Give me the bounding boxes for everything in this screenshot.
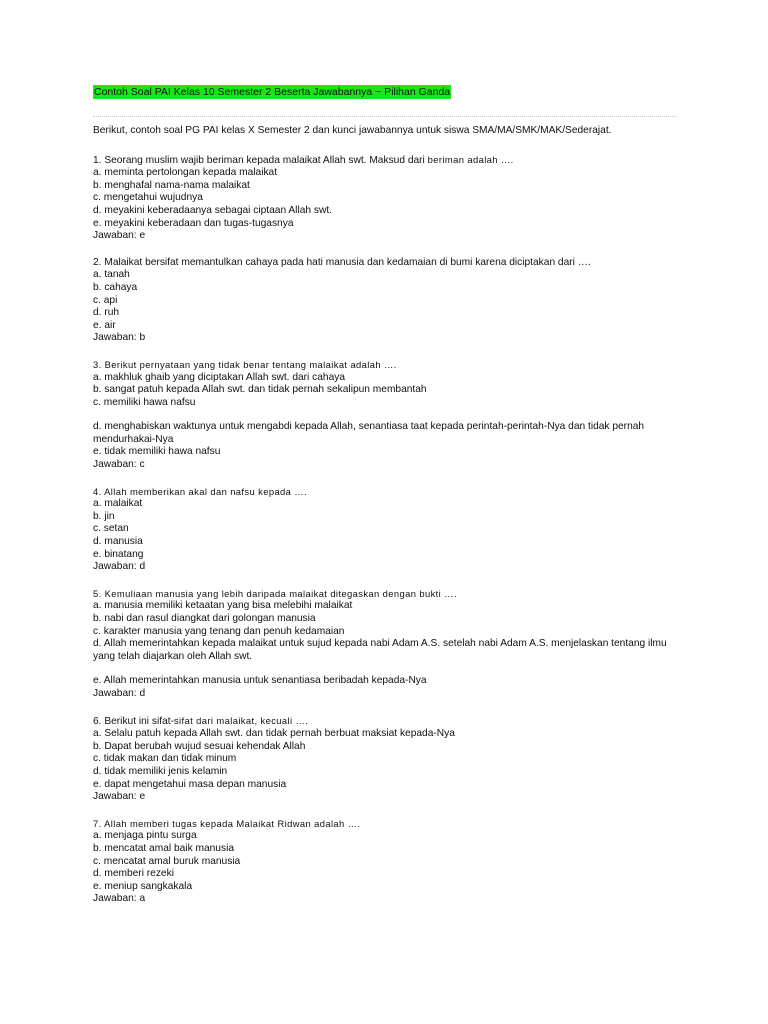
option-e: e. meyakini keberadaan dan tugas-tugasnya (93, 217, 294, 229)
option-e: e. dapat mengetahui masa depan manusia (93, 778, 287, 790)
spacer (93, 409, 683, 421)
option-a: a. menjaga pintu surga (93, 830, 197, 842)
question-2 (93, 257, 683, 345)
question-1-stem: 1. Seorang muslim wajib beriman kepada malaikat Allah swt. Maksud dari beriman adalah …. (93, 153, 514, 166)
question-3 (93, 359, 683, 472)
option-a: a. manusia memiliki ketaatan yang bisa melebihi malaikat (93, 600, 353, 612)
question-5-stem: 5. Kemuliaan manusia yang lebih daripada malaikat ditegaskan dengan bukti …. (93, 587, 457, 599)
question-7 (93, 818, 683, 906)
option-d: d. meyakini keberadaanya sebagai ciptaan Allah swt. (93, 204, 332, 216)
option-d: d. manusia (93, 536, 143, 548)
answer: Jawaban: a (93, 893, 146, 905)
option-a: a. meminta pertolongan kepada malaikat (93, 167, 278, 179)
option-c: c. mengetahui wujudnya (93, 192, 203, 204)
option-a: a. tanah (93, 269, 130, 281)
question-5 (93, 588, 683, 701)
question-6 (93, 715, 683, 804)
option-b: b. jin (93, 510, 115, 522)
option-c: c. memiliki hawa nafsu (93, 396, 196, 408)
article-body (93, 125, 683, 920)
question-7-stem: 7. Allah memberi tugas kepada Malaikat Ridwan adalah …. (93, 817, 361, 829)
option-b: b. cahaya (93, 281, 138, 293)
question-6-stem: 6. Berikut ini sifat-sifat dari malaikat, kecuali …. (93, 714, 309, 727)
spacer (93, 663, 683, 675)
option-e: e. meniup sangkakala (93, 880, 193, 892)
option-d: d. menghabiskan waktunya untuk mengabdi kepada Allah, senantiasa taat kepada perintah-perintah-Nya dan tidak pernah mendurhakai-Nya (93, 421, 645, 445)
option-e: e. tidak memiliki hawa nafsu (93, 446, 221, 458)
option-b: b. menghafal nama-nama malaikat (93, 179, 250, 191)
divider (93, 116, 677, 117)
option-b: b. Dapat berubah wujud sesuai kehendak Allah (93, 740, 306, 752)
option-c: c. mencatat amal buruk manusia (93, 855, 241, 867)
option-e: e. air (93, 319, 116, 331)
option-b: b. sangat patuh kepada Allah swt. dan tidak pernah sekalipun membantah (93, 384, 427, 396)
option-d: d. Allah memerintahkan kepada malaikat untuk sujud kepada nabi Adam A.S. setelah nabi Adam A.S. menjelaskan tentang ilmu yang telah diajarkan oleh Allah swt. (93, 638, 667, 662)
option-a: a. makhluk ghaib yang diciptakan Allah swt. dari cahaya (93, 371, 346, 383)
option-c: c. tidak makan dan tidak minum (93, 753, 237, 765)
option-b: b. nabi dan rasul diangkat dari golongan manusia (93, 613, 316, 624)
option-d: d. memberi rezeki (93, 868, 174, 880)
option-a: a. malaikat (93, 498, 143, 510)
answer: Jawaban: e (93, 791, 146, 803)
answer: Jawaban: b (93, 332, 146, 344)
answer: Jawaban: d (93, 687, 146, 699)
option-a: a. Selalu patuh kepada Allah swt. dan tidak pernah berbuat maksiat kepada-Nya (93, 728, 455, 740)
option-c: c. karakter manusia yang tenang dan penuh kedamaian (93, 625, 345, 637)
question-4-stem: 4. Allah memberikan akal dan nafsu kepada …. (93, 485, 308, 497)
question-1 (93, 154, 683, 243)
page-title: Contoh Soal PAI Kelas 10 Semester 2 Beserta Jawabannya ~ Pilihan Ganda (94, 86, 451, 98)
answer: Jawaban: e (93, 230, 146, 242)
option-d: d. tidak memiliki jenis kelamin (93, 765, 228, 777)
answer: Jawaban: d (93, 561, 146, 573)
question-3-stem: 3. Berikut pernyataan yang tidak benar tentang malaikat adalah …. (93, 358, 397, 370)
answer: Jawaban: c (93, 459, 145, 471)
question-4 (93, 486, 683, 574)
option-c: c. api (93, 294, 118, 306)
question-2-stem: 2. Malaikat bersifat memantulkan cahaya pada hati manusia dan kedamaian di bumi karena diciptakan dari …. (93, 256, 591, 268)
option-e: e. binatang (93, 548, 144, 560)
option-c: c. setan (93, 523, 129, 535)
option-e: e. Allah memerintahkan manusia untuk senantiasa beribadah kepada-Nya (93, 675, 427, 687)
option-b: b. mencatat amal baik manusia (93, 842, 234, 854)
intro-text: Berikut, contoh soal PG PAI kelas X Semester 2 dan kunci jawabannya untuk siswa SMA/MA/SMK/MAK/Sederajat. (93, 125, 612, 136)
option-d: d. ruh (93, 307, 120, 319)
